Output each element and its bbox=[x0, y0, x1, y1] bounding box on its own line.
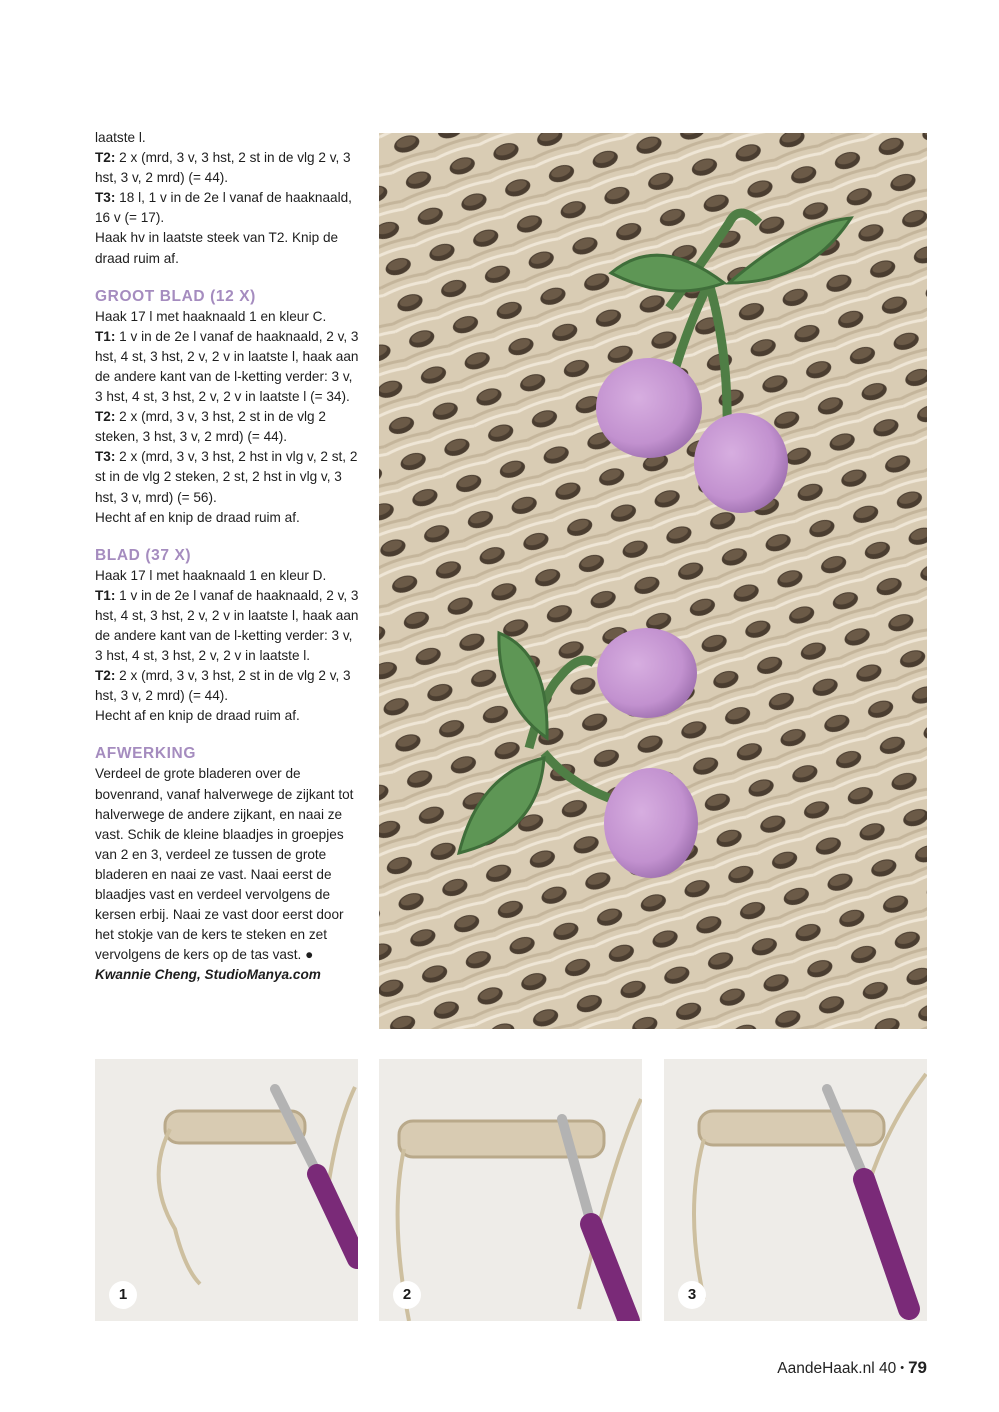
blad-round-2: T2: 2 x (mrd, 3 v, 3 hst, 2 st in de vlg 2 v, 3 hst, 3 v, 2 mrd) (= 44). bbox=[95, 668, 351, 704]
intro-round-2: T2: 2 x (mrd, 3 v, 3 hst, 2 st in de vlg 2 v, 3 hst, 3 v, 2 mrd) (= 44). bbox=[95, 150, 351, 186]
end-mark: ● bbox=[305, 947, 314, 963]
step-photo-1 bbox=[95, 1059, 358, 1321]
round-label: T2: bbox=[95, 150, 116, 166]
step-photo-2 bbox=[379, 1059, 642, 1321]
groot-blad-round-2: T2: 2 x (mrd, 3 v, 3 hst, 2 st in de vlg 2 steken, 3 hst, 3 v, 2 mrd) (= 44). bbox=[95, 409, 326, 445]
blad-intro: Haak 17 l met haaknaald 1 en kleur D. bbox=[95, 567, 327, 583]
designer-credit: Kwannie Cheng, StudioManya.com bbox=[95, 967, 321, 983]
page-footer bbox=[777, 1358, 927, 1379]
blad-end: Hecht af en knip de draad ruim af. bbox=[95, 708, 300, 724]
heading-groot-blad: GROOT BLAD (12 X) bbox=[95, 287, 256, 305]
heading-blad: BLAD (37 X) bbox=[95, 546, 192, 564]
intro-round-3: T3: 18 l, 1 v in de 2e l vanaf de haaknaald, 16 v (= 17). bbox=[95, 190, 352, 226]
cherry-photo bbox=[379, 133, 927, 1029]
step-photo-3 bbox=[664, 1059, 927, 1321]
step-number-2: 2 bbox=[393, 1281, 421, 1309]
magazine-name: AandeHaak.nl 40 bbox=[777, 1360, 897, 1377]
blad-round-1: T1: 1 v in de 2e l vanaf de haaknaald, 2 v, 3 hst, 4 st, 3 hst, 2 v, 2 v in laatste l, haak aan de andere kant van de l-ketting verder: 3 v, 3 hst, 4 st, 3 hst, 2 v, 2 v in laatste l. bbox=[95, 587, 359, 664]
groot-blad-intro: Haak 17 l met haaknaald 1 en kleur C. bbox=[95, 308, 327, 324]
step-number-3: 3 bbox=[678, 1281, 706, 1309]
instruction-column bbox=[95, 128, 363, 985]
heading-afwerking: AFWERKING bbox=[95, 745, 196, 763]
footer-bullet: • bbox=[900, 1362, 905, 1374]
page-number: 79 bbox=[908, 1358, 927, 1377]
intro-line: laatste l. bbox=[95, 130, 146, 145]
groot-blad-round-1: T1: 1 v in de 2e l vanaf de haaknaald, 2 v, 3 hst, 4 st, 3 hst, 2 v, 2 v in laatste l, haak aan de andere kant van de l-ketting verder: 3 v, 3 hst, 4 st, 3 hst, 2 v, 2 v in laatste l (= 34). bbox=[95, 328, 359, 405]
step-number-1: 1 bbox=[109, 1281, 137, 1309]
round-label: T3: bbox=[95, 190, 116, 206]
groot-blad-end: Hecht af en knip de draad ruim af. bbox=[95, 509, 300, 525]
intro-end: Haak hv in laatste steek van T2. Knip de draad ruim af. bbox=[95, 230, 339, 266]
groot-blad-round-3: T3: 2 x (mrd, 3 v, 3 hst, 2 hst in vlg v, 2 st, 2 st in de vlg 2 steken, 2 st, 2 hst in vlg v, 3 hst, 3 v, mrd) (= 56). bbox=[95, 449, 358, 505]
afwerking-text: Verdeel de grote bladeren over de bovenrand, vanaf halverwege de zijkant tot halverwege de andere zijkant, en naai ze vast. Schik de kleine blaadjes in groepjes van 2 en 3, verdeel ze tussen de grote bladeren en naai ze vast. Naai eerst de blaadjes vast en verdeel vervolgens de kersen erbij. Naai ze vast door eerst door het stokje van de kers te steken en zet vervolgens de kers op de tas vast. ● bbox=[95, 766, 354, 963]
